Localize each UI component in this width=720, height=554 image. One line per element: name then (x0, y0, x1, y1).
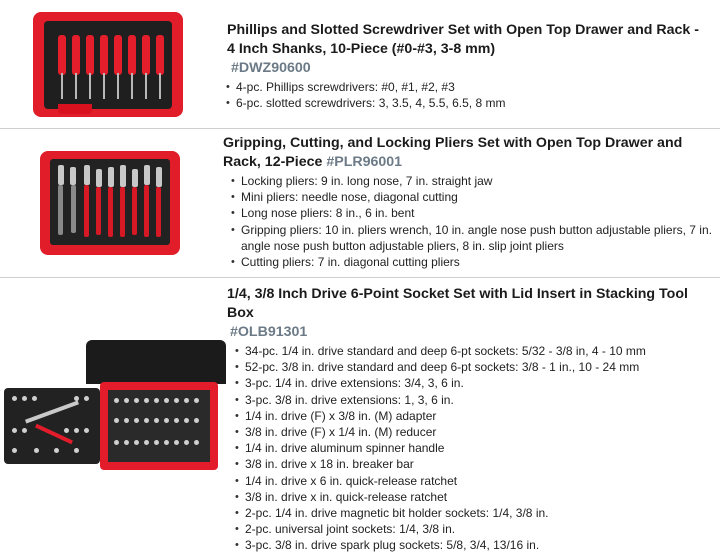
list-item: • Long nose pliers: 8 in., 6 in. bent (229, 205, 713, 221)
socket (164, 418, 169, 423)
socket (184, 418, 189, 423)
socket (194, 440, 199, 445)
screwdriver-shaft (103, 73, 105, 99)
pliers-jaw (108, 167, 114, 187)
pliers-handle (58, 185, 63, 235)
pliers-jaw (84, 165, 90, 185)
pliers-jaw (120, 165, 126, 187)
socket (164, 440, 169, 445)
ratchet (25, 401, 79, 424)
socket (12, 428, 17, 433)
pliers-handle (84, 185, 89, 237)
product-sku[interactable]: #DWZ90600 (231, 60, 311, 76)
product-sku[interactable]: #PLR96001 (326, 154, 403, 170)
socket (184, 398, 189, 403)
list-item: • 4-pc. Phillips screwdrivers: #0, #1, #2, #3 (224, 79, 707, 95)
socket (174, 398, 179, 403)
product-features (229, 173, 713, 270)
socket (174, 418, 179, 423)
list-item: • 2-pc. universal joint sockets: 1/4, 3/8 in. (233, 521, 715, 537)
list-item: • 3-pc. 1/4 in. drive extensions: 3/4, 3, 6 in. (233, 375, 715, 391)
socket (154, 418, 159, 423)
list-item: • 1/4 in. drive (F) x 3/8 in. (M) adapter (233, 408, 715, 424)
screwdriver-handle (72, 35, 80, 75)
screwdriver-case (33, 12, 183, 117)
socket (114, 440, 119, 445)
product-title-text: Gripping, Cutting, and Locking Pliers Set with Open Top Drawer and Rack, 12-Piece (223, 135, 683, 170)
product-features (233, 343, 715, 554)
socket (114, 398, 119, 403)
socket (84, 396, 89, 401)
screwdriver-shaft (117, 73, 119, 99)
drawer-handle (58, 104, 92, 114)
socket (144, 398, 149, 403)
pliers-jaw (58, 165, 64, 185)
list-item: • 3-pc. 3/8 in. drive extensions: 1, 3, 6 in. (233, 392, 715, 408)
screwdriver-shaft (131, 73, 133, 99)
pliers-set-image (0, 129, 220, 277)
socket (54, 448, 59, 453)
list-item: • Gripping pliers: 10 in. pliers wrench, 10 in. angle nose push button adjustable pliers, 7 in. angle nose push button adjustable pliers, 8 in. slip joint pliers (229, 222, 713, 254)
socket (64, 428, 69, 433)
socket (12, 448, 17, 453)
product-info (227, 285, 715, 554)
screwdriver-shaft (145, 73, 147, 99)
pliers-jaw (70, 167, 76, 185)
socket (154, 440, 159, 445)
list-item: • 52-pc. 3/8 in. drive standard and deep 6-pt sockets: 3/8 - 1 in., 10 - 24 mm (233, 359, 715, 375)
socket (144, 440, 149, 445)
product-title (223, 134, 713, 172)
pliers-handle (144, 185, 149, 237)
screwdriver-handle (156, 35, 164, 75)
product-info (223, 134, 713, 270)
list-item: • 6-pc. slotted screwdrivers: 3, 3.5, 4, 5.5, 6.5, 8 mm (224, 95, 707, 111)
pliers-jaw (132, 169, 138, 187)
list-item: • 3-pc. 3/8 in. drive spark plug sockets: 5/8, 3/4, 13/16 in. (233, 537, 715, 553)
socket-set-image (0, 278, 228, 540)
pliers-handle (120, 187, 125, 237)
pliers-handle (71, 185, 76, 233)
list-item: • 3/8 in. drive x 18 in. breaker bar (233, 456, 715, 472)
socket (34, 448, 39, 453)
pliers-tray (50, 159, 170, 245)
socket-tray (108, 390, 210, 462)
socket (12, 396, 17, 401)
screwdriver-shaft (159, 73, 161, 99)
screwdriver-handle (86, 35, 94, 75)
socket (32, 396, 37, 401)
product-info (227, 21, 707, 111)
pliers-handle (96, 187, 101, 235)
list-item: • Cutting pliers: 7 in. diagonal cutting pliers (229, 254, 713, 270)
screwdriver-handle (100, 35, 108, 75)
pliers-jaw (96, 169, 102, 187)
product-features (224, 79, 707, 111)
list-item: • 3/8 in. drive (F) x 1/4 in. (M) reducer (233, 424, 715, 440)
list-item: • Locking pliers: 9 in. long nose, 7 in. straight jaw (229, 173, 713, 189)
socket (22, 428, 27, 433)
list-item: • Mini pliers: needle nose, diagonal cutting (229, 189, 713, 205)
pliers-handle (132, 187, 137, 235)
product-title: Phillips and Slotted Screwdriver Set with Open Top Drawer and Rack - 4 Inch Shanks, 10-Piece (#0-#3, 3-8 mm) (227, 22, 699, 57)
screwdriver-handle (128, 35, 136, 75)
socket (22, 396, 27, 401)
pliers-jaw (156, 167, 162, 187)
socket (184, 440, 189, 445)
screwdriver-handle (58, 35, 66, 75)
list-item: • 34-pc. 1/4 in. drive standard and deep 6-pt sockets: 5/32 - 3/8 in, 4 - 10 mm (233, 343, 715, 359)
product-sku[interactable]: #OLB91301 (230, 324, 308, 340)
list-item: • 3/8 in. drive x in. quick-release ratchet (233, 489, 715, 505)
socket (134, 398, 139, 403)
pliers-handle (108, 187, 113, 237)
socket (144, 418, 149, 423)
socket (74, 428, 79, 433)
toolbox-base (100, 382, 218, 470)
list-item: • 2-pc. 1/4 in. drive magnetic bit holder sockets: 1/4, 3/8 in. (233, 505, 715, 521)
socket (124, 418, 129, 423)
socket (114, 418, 119, 423)
pliers-case (40, 151, 180, 255)
socket (154, 398, 159, 403)
screwdriver-shaft (89, 73, 91, 99)
toolbox-lid (86, 340, 226, 384)
pliers-handle (156, 187, 161, 237)
socket (124, 398, 129, 403)
screwdriver-handle (114, 35, 122, 75)
screwdriver-tray (44, 21, 172, 109)
socket (194, 418, 199, 423)
socket (134, 440, 139, 445)
socket (194, 398, 199, 403)
product-screwdriver-set (0, 0, 720, 128)
screwdriver-shaft (75, 73, 77, 99)
lid-insert-tray (4, 388, 100, 464)
screwdriver-handle (142, 35, 150, 75)
product-title: 1/4, 3/8 Inch Drive 6-Point Socket Set with Lid Insert in Stacking Tool Box (227, 286, 688, 321)
list-item: • 1/4 in. drive x 6 in. quick-release ratchet (233, 473, 715, 489)
socket (84, 428, 89, 433)
ratchet-handle (35, 424, 73, 445)
socket (124, 440, 129, 445)
screwdriver-shaft (61, 73, 63, 99)
socket (164, 398, 169, 403)
screwdriver-set-image (0, 0, 220, 128)
list-item: • 1/4 in. drive aluminum spinner handle (233, 440, 715, 456)
pliers-jaw (144, 165, 150, 185)
socket (134, 418, 139, 423)
socket (74, 448, 79, 453)
socket (174, 440, 179, 445)
